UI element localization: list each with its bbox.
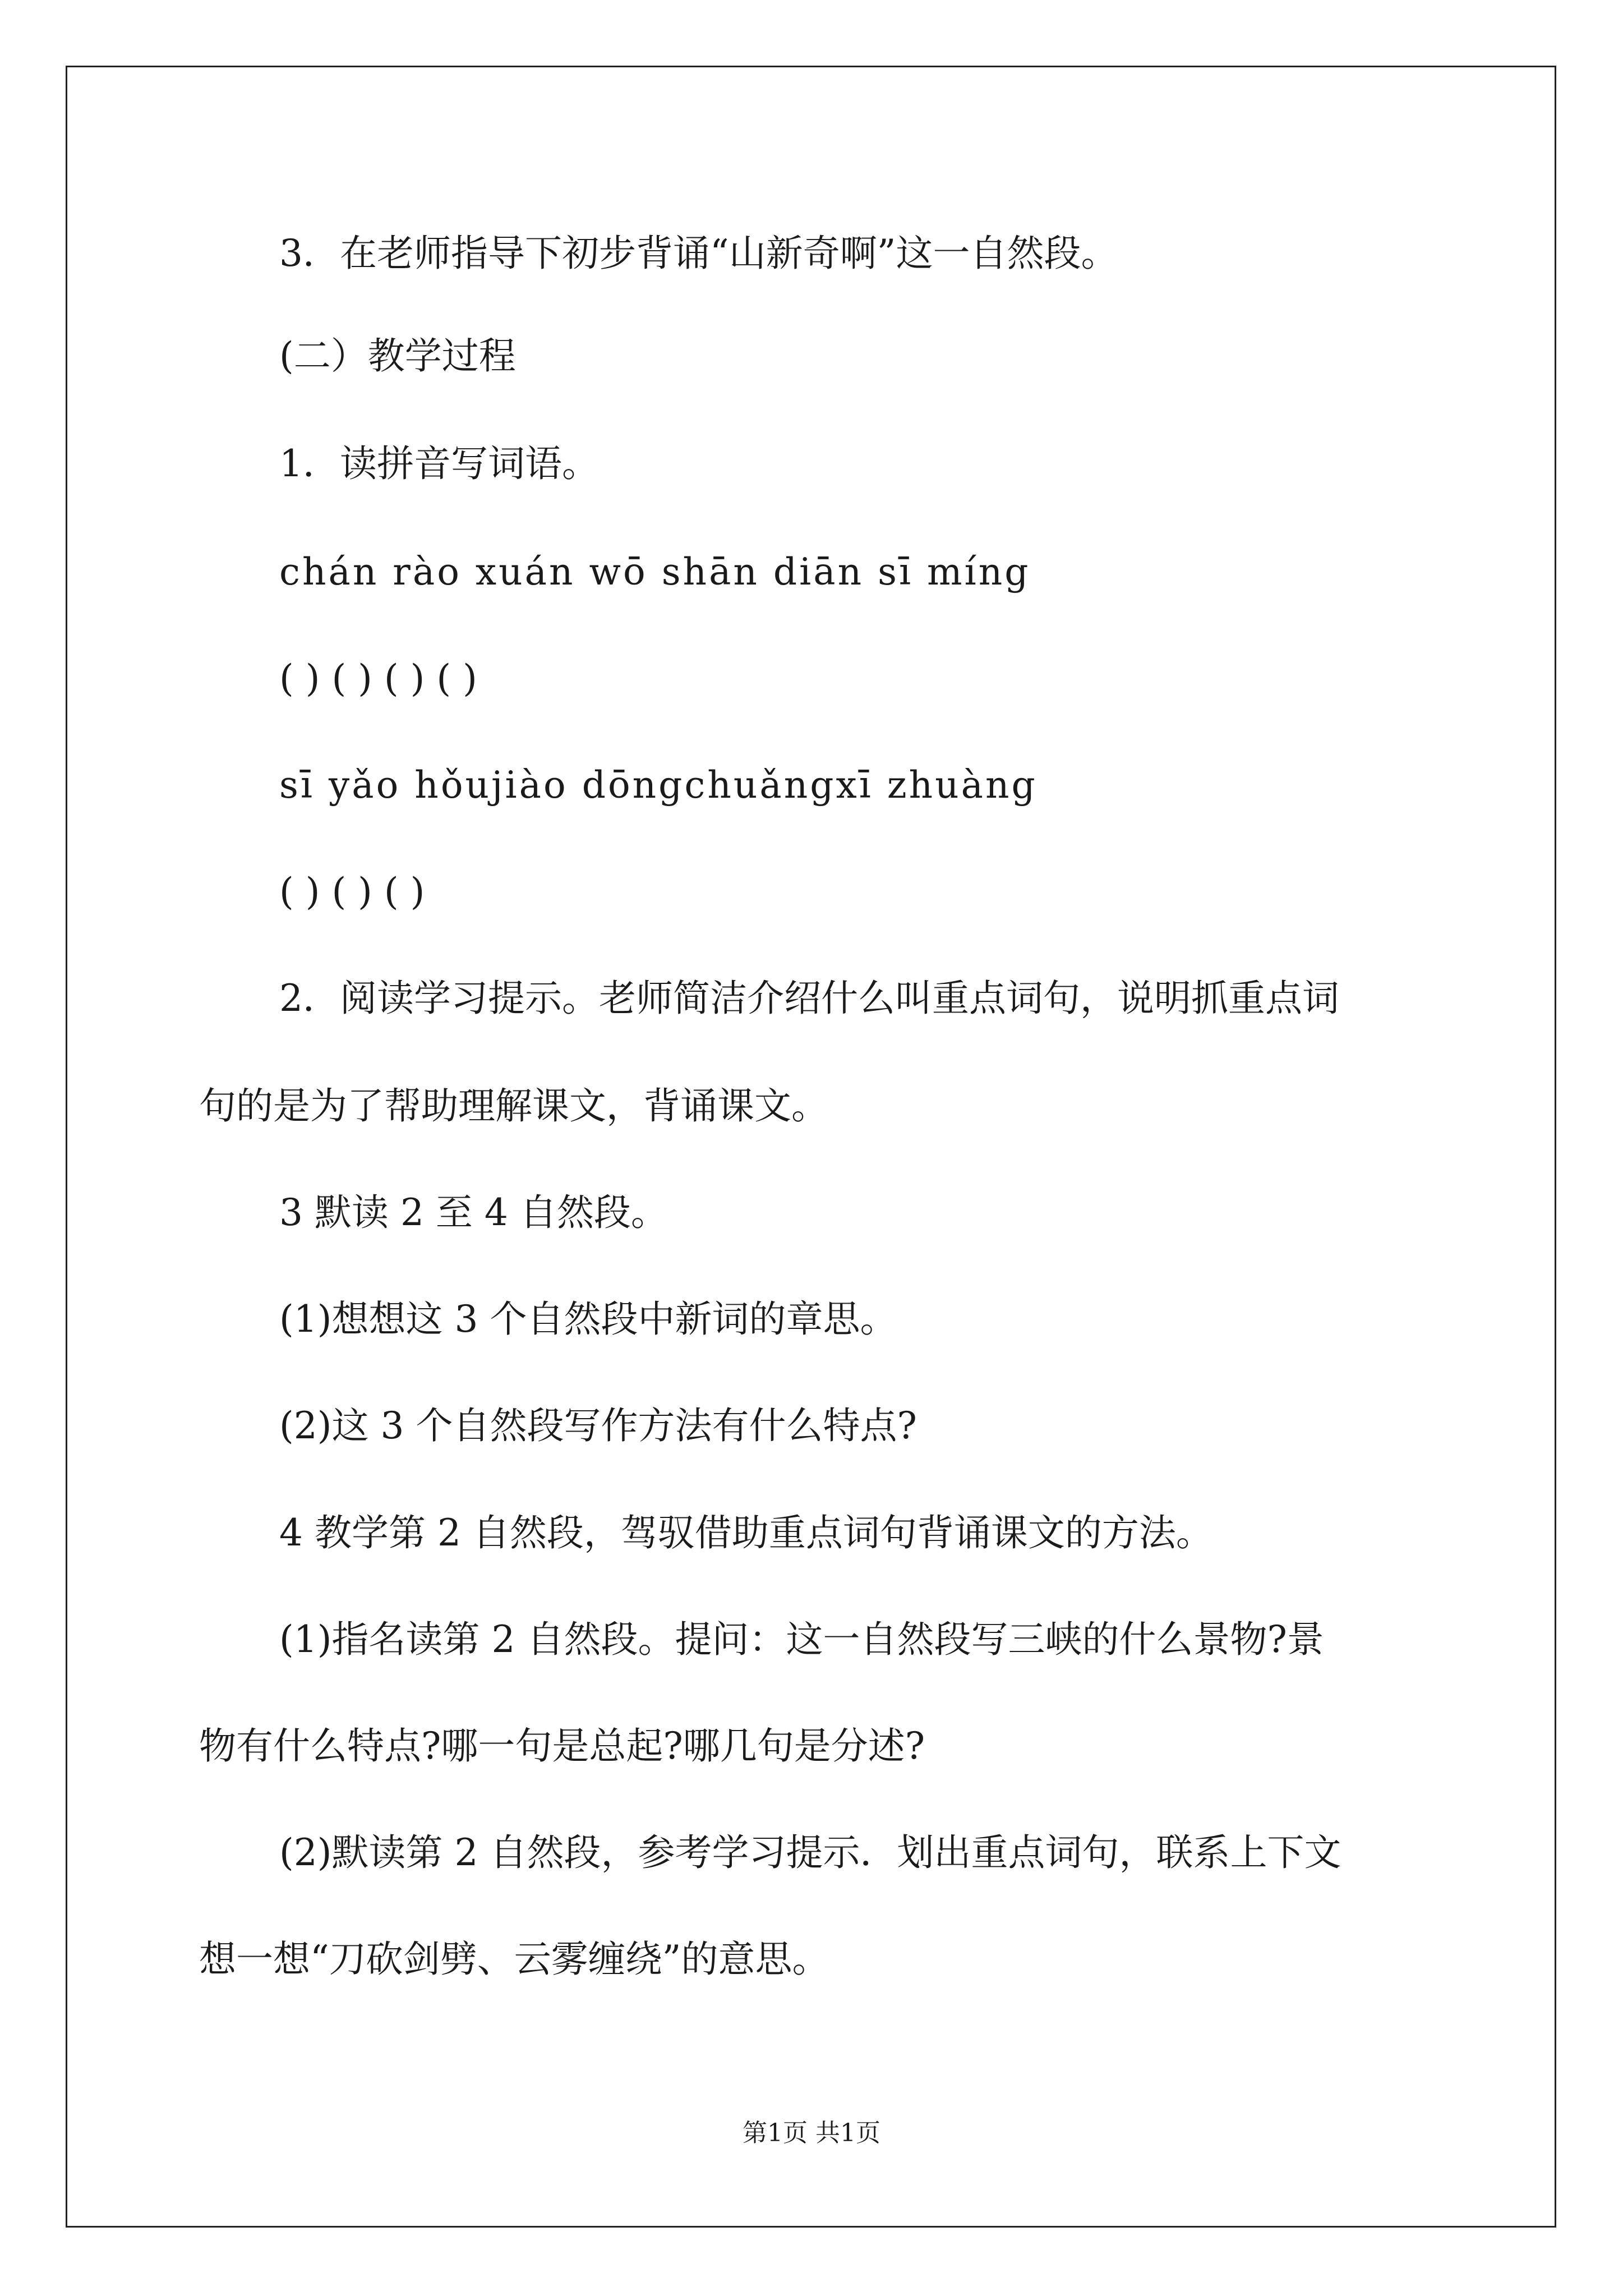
page-footer: 第1页 共1页 [743, 2119, 880, 2147]
page-border [66, 66, 1556, 2228]
paragraph-3: 1．读拼音写词语。 [279, 442, 599, 485]
paragraph-9-line-1: (1)指名读第 2 自然段。提问：这一自然段写三峡的什么景物?景 [279, 1618, 1324, 1661]
paragraph-6: (1)想想这 3 个自然段中新词的章思。 [279, 1297, 897, 1341]
blanks-line-2: ( ) ( ) ( ) [279, 870, 425, 913]
paragraph-10-line-2: 想一想“刀砍剑劈、云雾缠绕”的意思。 [199, 1938, 829, 1981]
paragraph-4-line-1: 2．阅读学习提示。老师简洁介绍什么叫重点词句，说明抓重点词 [279, 977, 1339, 1020]
paragraph-9-line-2: 物有什么特点?哪一句是总起?哪几句是分述? [199, 1724, 925, 1768]
paragraph-7: (2)这 3 个自然段写作方法有什么特点? [279, 1404, 917, 1447]
paragraph-8: 4 教学第 2 自然段，驾驭借助重点词句背诵课文的方法。 [279, 1511, 1213, 1554]
paragraph-5: 3 默读 2 至 4 自然段。 [279, 1191, 668, 1234]
paragraph-10-line-1: (2)默读第 2 自然段，参考学习提示．划出重点词句，联系上下文 [279, 1831, 1341, 1874]
pinyin-line-1: chán rào xuán wō shān diān sī míng [279, 550, 1031, 593]
paragraph-2: (二）教学过程 [279, 334, 516, 378]
paragraph-4-line-2: 句的是为了帮助理解课文，背诵课文。 [199, 1084, 828, 1128]
blanks-line-1: ( ) ( ) ( ) ( ) [279, 657, 477, 700]
pinyin-line-2: sī yǎo hǒujiào dōngchuǎngxī zhuàng [279, 763, 1038, 807]
paragraph-1: 3．在老师指导下初步背诵“山新奇啊”这一自然段。 [279, 232, 1118, 275]
